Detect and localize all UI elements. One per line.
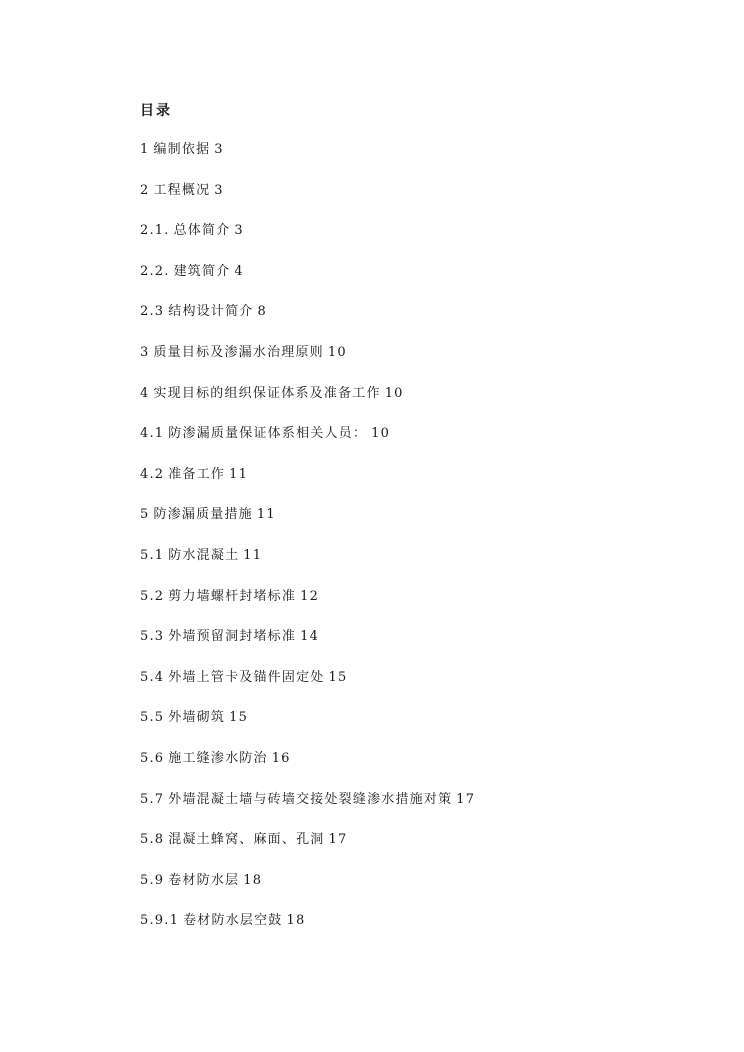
toc-entry[interactable] [140,262,475,303]
toc-entry-number: 5.4 [140,669,165,685]
toc-entry-number: 5.7 [140,791,165,807]
toc-entry-number: 5 [140,507,150,523]
toc-entry-page-number: 4 [234,263,244,279]
toc-entry-page-number: 16 [271,750,291,766]
toc-entry-number: 1 [140,142,150,157]
toc-entry-number: 5.6 [140,750,165,766]
toc-entry-page-number: 3 [234,223,244,239]
toc-entry-page-number: 18 [286,913,306,929]
toc-entry-page-number: 14 [300,629,320,645]
toc-entry[interactable] [140,384,475,425]
toc-entry-page-number: 10 [327,344,347,360]
toc-entry[interactable] [140,830,475,871]
toc-entry-number: 2.2. [140,263,170,279]
toc-entry[interactable] [140,627,475,668]
toc-entry-number: 5.5 [140,710,165,726]
toc-entry[interactable] [140,302,475,343]
toc-entry-page-number: 17 [456,791,476,807]
toc-entry-title: 混凝土蜂窝、麻面、孔洞 [168,832,325,848]
toc-entry-page-number: 3 [214,182,224,198]
toc-entry-title: 外墙砌筑 [168,710,226,726]
toc-entry-page-number: 15 [328,669,348,685]
toc-entry-page-number: 11 [256,507,276,523]
toc-entry-title: 防水混凝土 [168,547,240,563]
toc-entry[interactable] [140,790,475,831]
toc-entry[interactable] [140,546,475,587]
toc-entry-title: 总体简介 [173,223,231,239]
toc-entry-page-number: 10 [384,385,404,401]
toc-entry[interactable] [140,140,475,181]
toc-entry[interactable] [140,465,475,506]
toc-list [140,140,475,952]
toc-entry-title: 防渗漏质量保证体系相关人员： [168,426,368,442]
toc-entry-number: 2.1. [140,223,170,239]
toc-entry[interactable] [140,343,475,384]
toc-entry-title: 建筑简介 [173,263,231,279]
toc-entry-number: 4.2 [140,466,165,482]
toc-entry-title: 实现目标的组织保证体系及准备工作 [153,385,381,401]
toc-entry-page-number: 12 [300,588,320,604]
toc-entry-title: 工程概况 [153,182,211,198]
toc-entry-number: 5.9 [140,872,165,888]
toc-entry-title: 防渗漏质量措施 [153,507,253,523]
toc-entry-page-number: 17 [328,832,348,848]
toc-entry[interactable] [140,749,475,790]
toc-entry-title: 卷材防水层空鼓 [183,913,283,929]
toc-entry-title: 外墙混凝土墙与砖墙交接处裂缝渗水措施对策 [168,791,453,807]
toc-entry[interactable] [140,221,475,262]
toc-entry-page-number: 11 [243,547,263,563]
toc-entry-page-number: 11 [229,466,249,482]
toc-entry[interactable] [140,505,475,546]
toc-entry-number: 3 [140,344,150,360]
toc-entry-number: 5.8 [140,832,165,848]
toc-entry[interactable] [140,708,475,749]
toc-entry[interactable] [140,181,475,222]
toc-entry-number: 5.3 [140,629,165,645]
toc-entry-page-number: 10 [371,426,391,442]
toc-entry-title: 编制依据 [153,142,211,157]
toc-entry[interactable] [140,911,475,952]
toc-entry[interactable] [140,668,475,709]
toc-entry-page-number: 8 [257,304,267,320]
toc-entry-page-number: 15 [229,710,249,726]
toc-entry-number: 5.2 [140,588,165,604]
toc-entry-title: 卷材防水层 [168,872,240,888]
toc-entry-title: 结构设计简介 [168,304,254,320]
toc-entry-title: 准备工作 [168,466,226,482]
toc-entry-page-number: 3 [214,142,224,157]
toc-entry-number: 5.9.1 [140,913,180,929]
toc-entry-page-number: 18 [243,872,263,888]
toc-entry-number: 4.1 [140,426,165,442]
toc-entry-title: 剪力墙螺杆封堵标准 [168,588,297,604]
toc-entry-title: 质量目标及渗漏水治理原则 [153,344,324,360]
toc-entry[interactable] [140,424,475,465]
toc-entry-title: 外墙上管卡及锚件固定处 [168,669,325,685]
toc-entry-number: 2.3 [140,304,165,320]
toc-entry-title: 外墙预留洞封堵标准 [168,629,297,645]
toc-entry[interactable] [140,587,475,628]
toc-entry-number: 2 [140,182,150,198]
toc-entry-number: 4 [140,385,150,401]
toc-title: 目录 [140,103,172,119]
toc-entry-title: 施工缝渗水防治 [168,750,268,766]
toc-entry-number: 5.1 [140,547,165,563]
toc-entry[interactable] [140,871,475,912]
